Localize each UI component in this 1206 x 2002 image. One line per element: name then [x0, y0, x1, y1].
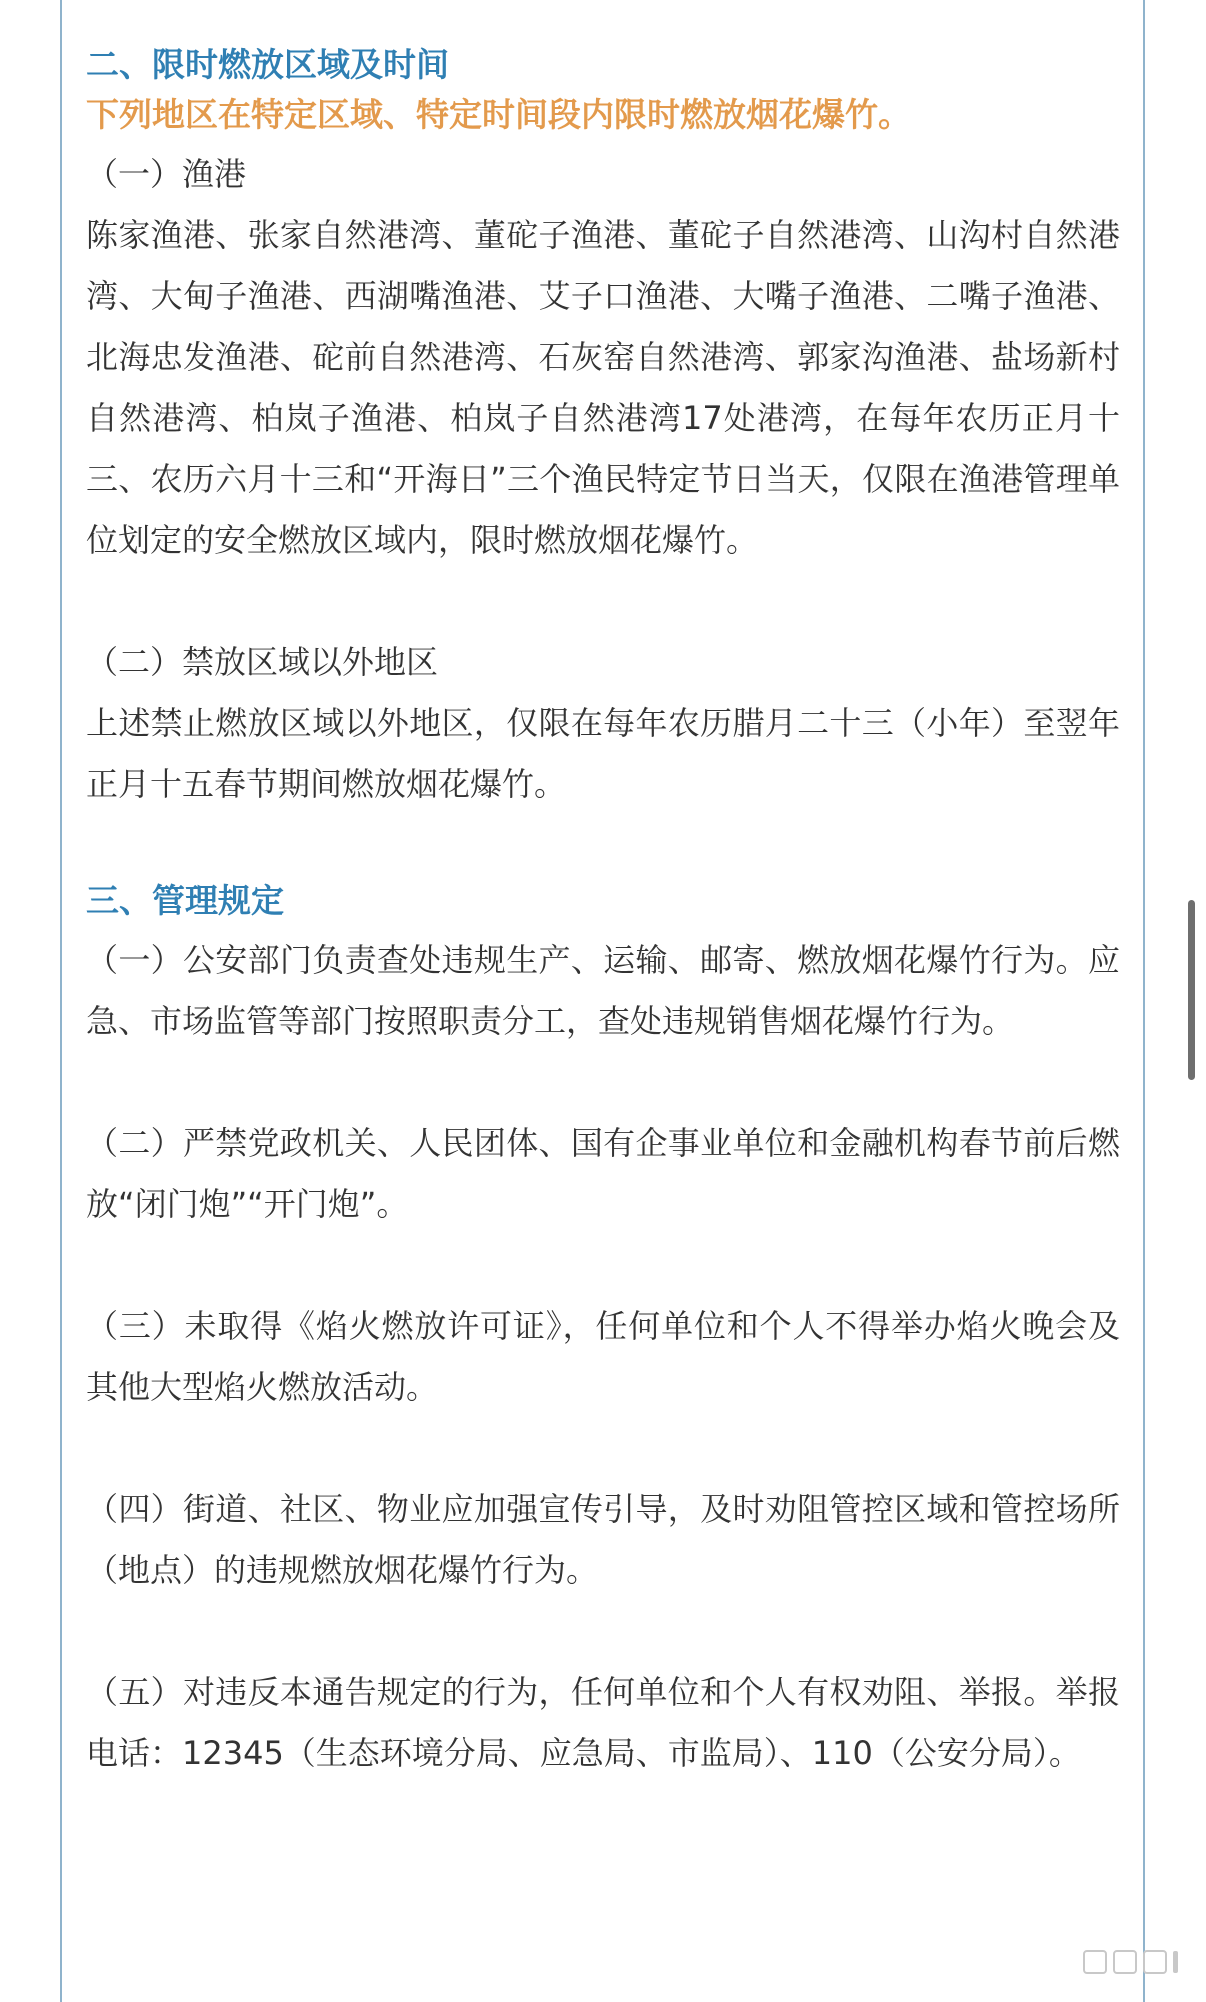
watermark-box-icon: [1113, 1950, 1137, 1974]
section-3-item-3: （三）未取得《焰火燃放许可证》，任何单位和个人不得举办焰火晚会及其他大型焰火燃放活动。: [86, 1307, 1120, 1406]
section-3-item-1: （一）公安部门负责查处违规生产、运输、邮寄、燃放烟花爆竹行为。应急、市场监管等部门按照职责分工，查处违规销售烟花爆竹行为。: [86, 941, 1120, 1040]
section-3-heading: 三、管理规定: [86, 881, 284, 920]
article-content: [86, 40, 1120, 1784]
watermark-box-icon: [1143, 1950, 1167, 1974]
section-2-heading: 二、限时燃放区域及时间: [86, 45, 449, 84]
scrollbar-thumb[interactable]: [1188, 900, 1195, 1080]
watermark-box-icon: [1083, 1950, 1107, 1974]
section-3-item-2: （二）严禁党政机关、人民团体、国有企事业单位和金融机构春节前后燃放“闭门炮”“开门炮”。: [86, 1124, 1120, 1223]
section-2-item-2-body: 上述禁止燃放区域以外地区，仅限在每年农历腊月二十三（小年）至翌年正月十五春节期间燃放烟花爆竹。: [86, 704, 1120, 803]
left-border-line: [60, 0, 62, 2002]
app-watermark-icon: [1083, 1950, 1178, 1974]
section-3-item-4: （四）街道、社区、物业应加强宣传引导，及时劝阻管控区域和管控场所（地点）的违规燃放烟花爆竹行为。: [86, 1490, 1120, 1589]
section-2-item-2-title: （二）禁放区域以外地区: [86, 643, 439, 681]
right-border-line: [1143, 0, 1145, 2002]
section-2-item-1-body: 陈家渔港、张家自然港湾、董砣子渔港、董砣子自然港湾、山沟村自然港湾、大甸子渔港、西湖嘴渔港、艾子口渔港、大嘴子渔港、二嘴子渔港、北海忠发渔港、砣前自然港湾、石灰窑自然港湾、郭家沟渔港、盐场新村自然港湾、柏岚子渔港、柏岚子自然港湾17处港湾，在每年农历正月十三、农历六月十三和“开海日”三个渔民特定节日当天，仅限在渔港管理单位划定的安全燃放区域内，限时燃放烟花爆竹。: [86, 216, 1120, 559]
section-3-item-5: （五）对违反本通告规定的行为，任何单位和个人有权劝阻、举报。举报电话：12345（生态环境分局、应急局、市监局）、110（公安分局）。: [86, 1673, 1120, 1772]
section-2-item-1-title: （一）渔港: [86, 155, 247, 193]
watermark-bar-icon: [1173, 1951, 1178, 1973]
section-2-subheading: 下列地区在特定区域、特定时间段内限时燃放烟花爆竹。: [86, 95, 911, 134]
